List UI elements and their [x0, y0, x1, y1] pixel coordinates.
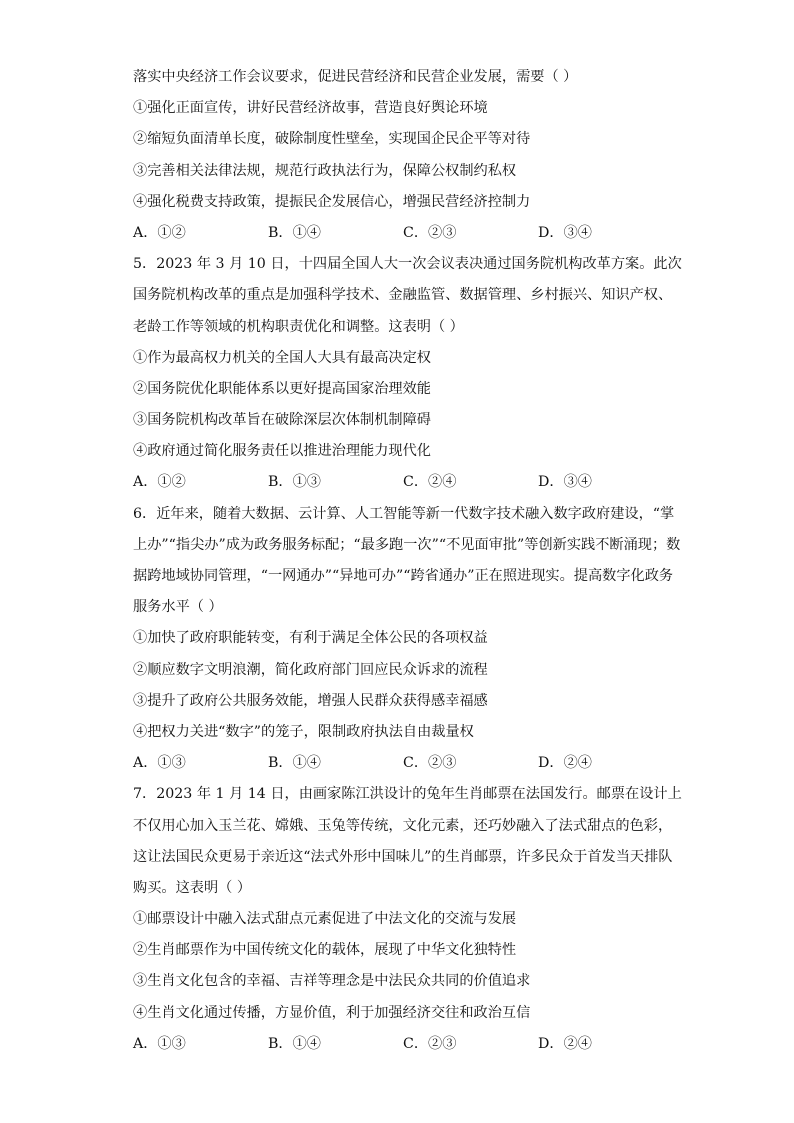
statement-4: ④强化税费支持政策，提振民企发展信心，增强民营经济控制力 [133, 193, 531, 210]
statement-2: ②国务院优化职能体系以更好提高国家治理效能 [133, 380, 431, 397]
statement-1: ①作为最高权力机关的全国人大具有最高决定权 [133, 349, 431, 366]
option-a[interactable]: A．①③ [133, 1035, 186, 1052]
question-6 [133, 499, 681, 780]
option-c[interactable]: C．②③ [403, 755, 457, 772]
answer-options [133, 1029, 673, 1060]
option-b[interactable]: B．①④ [268, 755, 321, 772]
option-d[interactable]: D．③④ [538, 224, 592, 241]
option-d[interactable]: D．②④ [538, 1035, 592, 1052]
statement-3: ③国务院机构改革旨在破除深层次体制机制障碍 [133, 412, 431, 429]
option-c[interactable]: C．②③ [403, 1035, 457, 1052]
question-7 [133, 779, 682, 1060]
statement-2: ②缩短负面清单长度，破除制度性壁垒，实现国企民企平等对待 [133, 131, 531, 148]
exam-page [133, 62, 682, 1060]
question-stem-line: 上办”“指尖办”成为政务服务标配；“最多跑一次”“不见面审批”等创新实践不断涌现；数 [133, 536, 681, 553]
question-stem-line: 国务院机构改革的重点是加强科学技术、金融监管、数据管理、乡村振兴、知识产权、 [133, 287, 673, 304]
statement-2: ②生肖邮票作为中国传统文化的载体，展现了中华文化独特性 [133, 942, 517, 959]
option-a[interactable]: A．①② [133, 224, 186, 241]
statement-1: ①加快了政府职能转变，有利于满足全体公民的各项权益 [133, 630, 488, 647]
answer-options [133, 467, 673, 498]
option-b[interactable]: B．①④ [268, 224, 321, 241]
statement-1: ①强化正面宣传，讲好民营经济故事，营造良好舆论环境 [133, 100, 488, 117]
question-4 [133, 62, 673, 249]
question-stem-line: 不仅用心加入玉兰花、嫦娥、玉兔等传统，文化元素，还巧妙融入了法式甜点的色彩， [133, 817, 673, 834]
question-stem-line: 5．2023 年 3 月 10 日，十四届全国人大一次会议表决通过国务院机构改革方案。此次 [133, 256, 682, 273]
question-stem-line: 购买。这表明（ ） [133, 879, 252, 896]
answer-options [133, 218, 673, 249]
statement-4: ④政府通过简化服务责任以推进治理能力现代化 [133, 443, 431, 460]
question-stem-line: 这让法国民众更易于亲近这“法式外形中国味儿”的生肖邮票，许多民众于首发当天排队 [133, 848, 673, 865]
question-stem-line: 6．近年来，随着大数据、云计算、人工智能等新一代数字技术融入数字政府建设，“掌 [133, 505, 675, 522]
question-5 [133, 249, 682, 499]
option-d[interactable]: D．③④ [538, 474, 592, 491]
option-b[interactable]: B．①③ [268, 474, 321, 491]
statement-1: ①邮票设计中融入法式甜点元素促进了中法文化的交流与发展 [133, 911, 517, 928]
statement-4: ④生肖文化通过传播，方显价值，利于加强经济交往和政治互信 [133, 1004, 531, 1021]
question-stem-line: 老龄工作等领域的机构职责优化和调整。这表明（ ） [133, 318, 464, 335]
statement-4: ④把权力关进“数字”的笼子，限制政府执法自由裁量权 [133, 723, 474, 740]
statement-2: ②顺应数字文明浪潮，简化政府部门回应民众诉求的流程 [133, 661, 488, 678]
option-a[interactable]: A．①③ [133, 755, 186, 772]
answer-options [133, 748, 673, 779]
question-stem-line: 7．2023 年 1 月 14 日，由画家陈江洪设计的兔年生肖邮票在法国发行。邮票在设计上 [133, 786, 682, 803]
option-a[interactable]: A．①② [133, 474, 186, 491]
statement-3: ③生肖文化包含的幸福、吉祥等理念是中法民众共同的价值追求 [133, 973, 531, 990]
question-stem-line: 落实中央经济工作会议要求，促进民营经济和民营企业发展，需要（ ） [133, 69, 578, 85]
option-c[interactable]: C．②④ [403, 474, 457, 491]
option-c[interactable]: C．②③ [403, 224, 457, 241]
question-stem-line: 服务水平（ ） [133, 599, 223, 616]
option-b[interactable]: B．①④ [268, 1035, 321, 1052]
option-d[interactable]: D．②④ [538, 755, 592, 772]
question-stem-line: 据跨地域协同管理，“一网通办”“异地可办”“跨省通办”正在照进现实。提高数字化政务 [133, 568, 674, 584]
statement-3: ③提升了政府公共服务效能，增强人民群众获得感幸福感 [133, 692, 488, 709]
statement-3: ③完善相关法律法规，规范行政执法行为，保障公权制约私权 [133, 162, 517, 179]
